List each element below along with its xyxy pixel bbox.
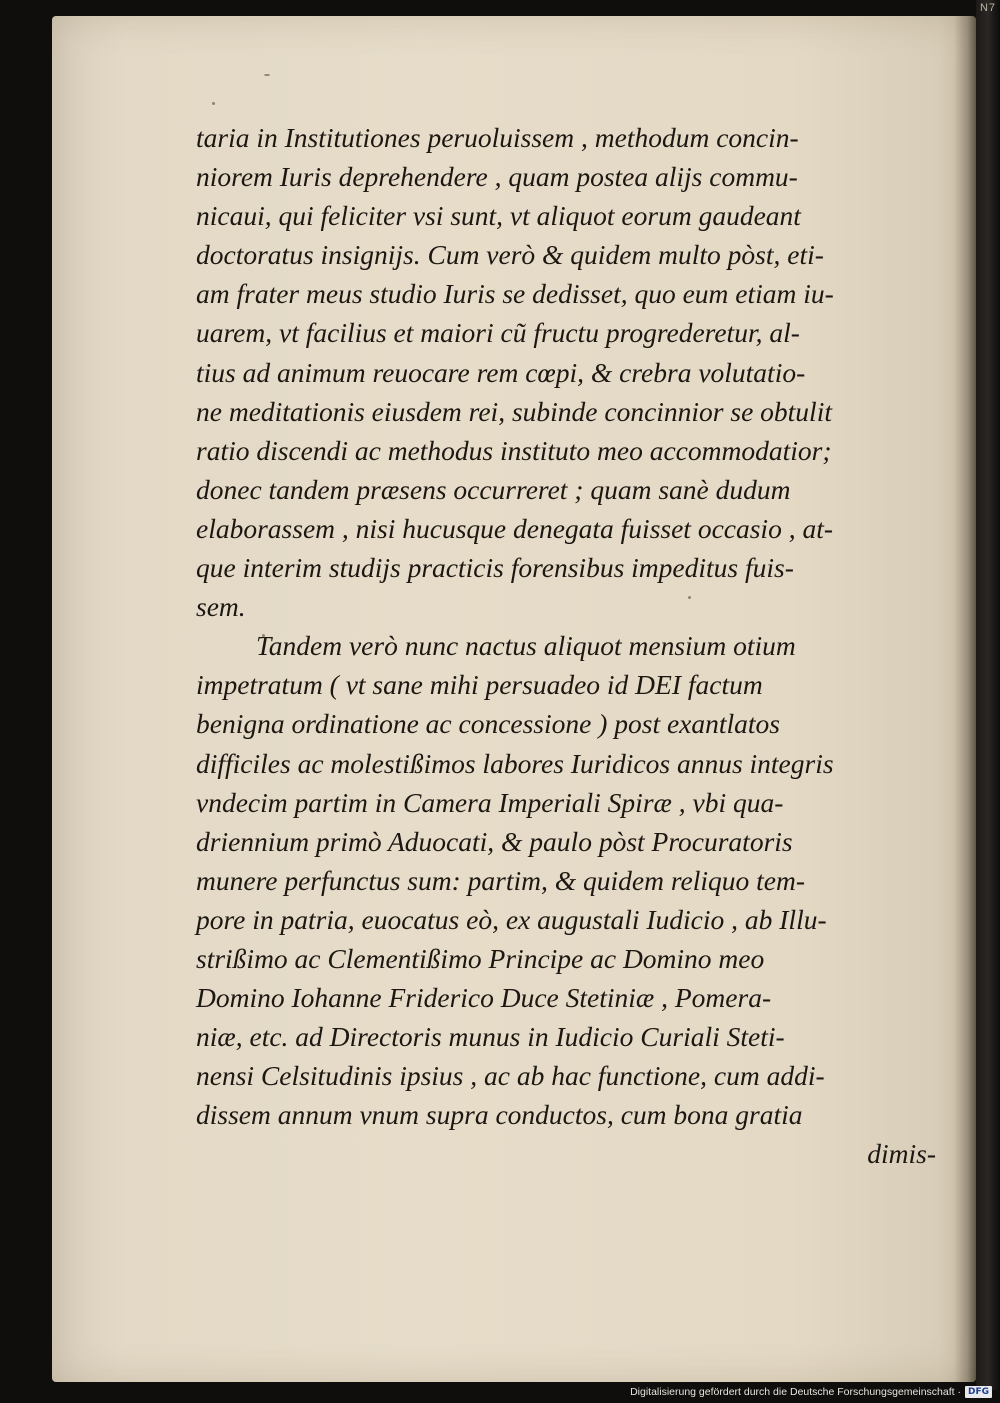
text-line: impetratum ( vt sane mihi persuadeo id DEI factum (196, 669, 763, 701)
dfg-logo: DFG (965, 1386, 992, 1398)
text-line: difficiles ac molestißimos labores Iuridicos annus integris (196, 747, 834, 779)
text-line: munere perfunctus sum: partim, & quidem reliquo tem- (196, 864, 805, 896)
page-speck (264, 74, 270, 76)
text-line: taria in Institutiones peruoluissem , methodum concin- (196, 122, 799, 153)
text-line: dissem annum vnum supra conductos, cum bona gratia (196, 1099, 803, 1131)
text-line: nensi Celsitudinis ipsius , ac ab hac functione, cum addi- (196, 1060, 825, 1092)
text-line: ne meditationis eiusdem rei, subinde concinnior se obtulit (196, 395, 832, 427)
binding-shadow (954, 16, 976, 1382)
text-line: niæ, etc. ad Directoris munus in Iudicio Curiali Steti- (196, 1021, 785, 1053)
page-text (196, 118, 936, 1174)
text-line: donec tandem præsens occurreret ; quam sanè dudum (196, 473, 791, 505)
text-line: benigna ordinatione ac concessione ) post exantlatos (196, 708, 781, 740)
text-line: am frater meus studio Iuris se dedisset, quo eum etiam iu- (196, 278, 834, 310)
text-line: elaborassem , nisi hucusque denegata fuisset occasio , at- (196, 512, 833, 544)
text-line: pore in patria, euocatus eò, ex augustali Iudicio , ab Illu- (196, 903, 827, 935)
corner-mark: N7 (979, 2, 996, 14)
text-line: que interim studijs practicis forensibus impeditus fuis- (196, 552, 794, 584)
book-edge (976, 0, 1000, 1390)
text-line: ratio discendi ac methodus instituto meo accommodatior; (196, 434, 832, 466)
text-line: tius ad animum reuocare rem cœpi, & crebra volutatio- (196, 356, 806, 388)
text-line: vndecim partim in Camera Imperiali Spiræ , vbi qua- (196, 786, 784, 818)
text-line: strißimo ac Clementißimo Principe ac Domino meo (196, 942, 765, 974)
page-speck (212, 102, 215, 105)
text-line: nicaui, qui feliciter vsi sunt, vt aliquot eorum gaudeant (196, 200, 801, 232)
text-line: sem. (196, 591, 246, 623)
text-line: doctoratus insignijs. Cum verò & quidem multo pòst, eti- (196, 239, 824, 271)
credit-text: Digitalisierung gefördert durch die Deutsche Forschungsgemeinschaft · (630, 1386, 961, 1398)
text-line: Domino Iohanne Friderico Duce Stetiniæ , Pomera- (196, 982, 772, 1014)
catchword: dimis- (867, 1138, 936, 1170)
paragraph-start-line: Tandem verò nunc nactus aliquot mensium otium (256, 630, 796, 662)
text-line: uarem, vt facilius et maiori cũ fructu progrederetur, al- (196, 317, 800, 349)
text-line: niorem Iuris deprehendere , quam postea alijs commu- (196, 161, 798, 193)
text-line: driennium primò Aduocati, & paulo pòst Procuratoris (196, 825, 793, 857)
digitization-credit (630, 1383, 992, 1401)
